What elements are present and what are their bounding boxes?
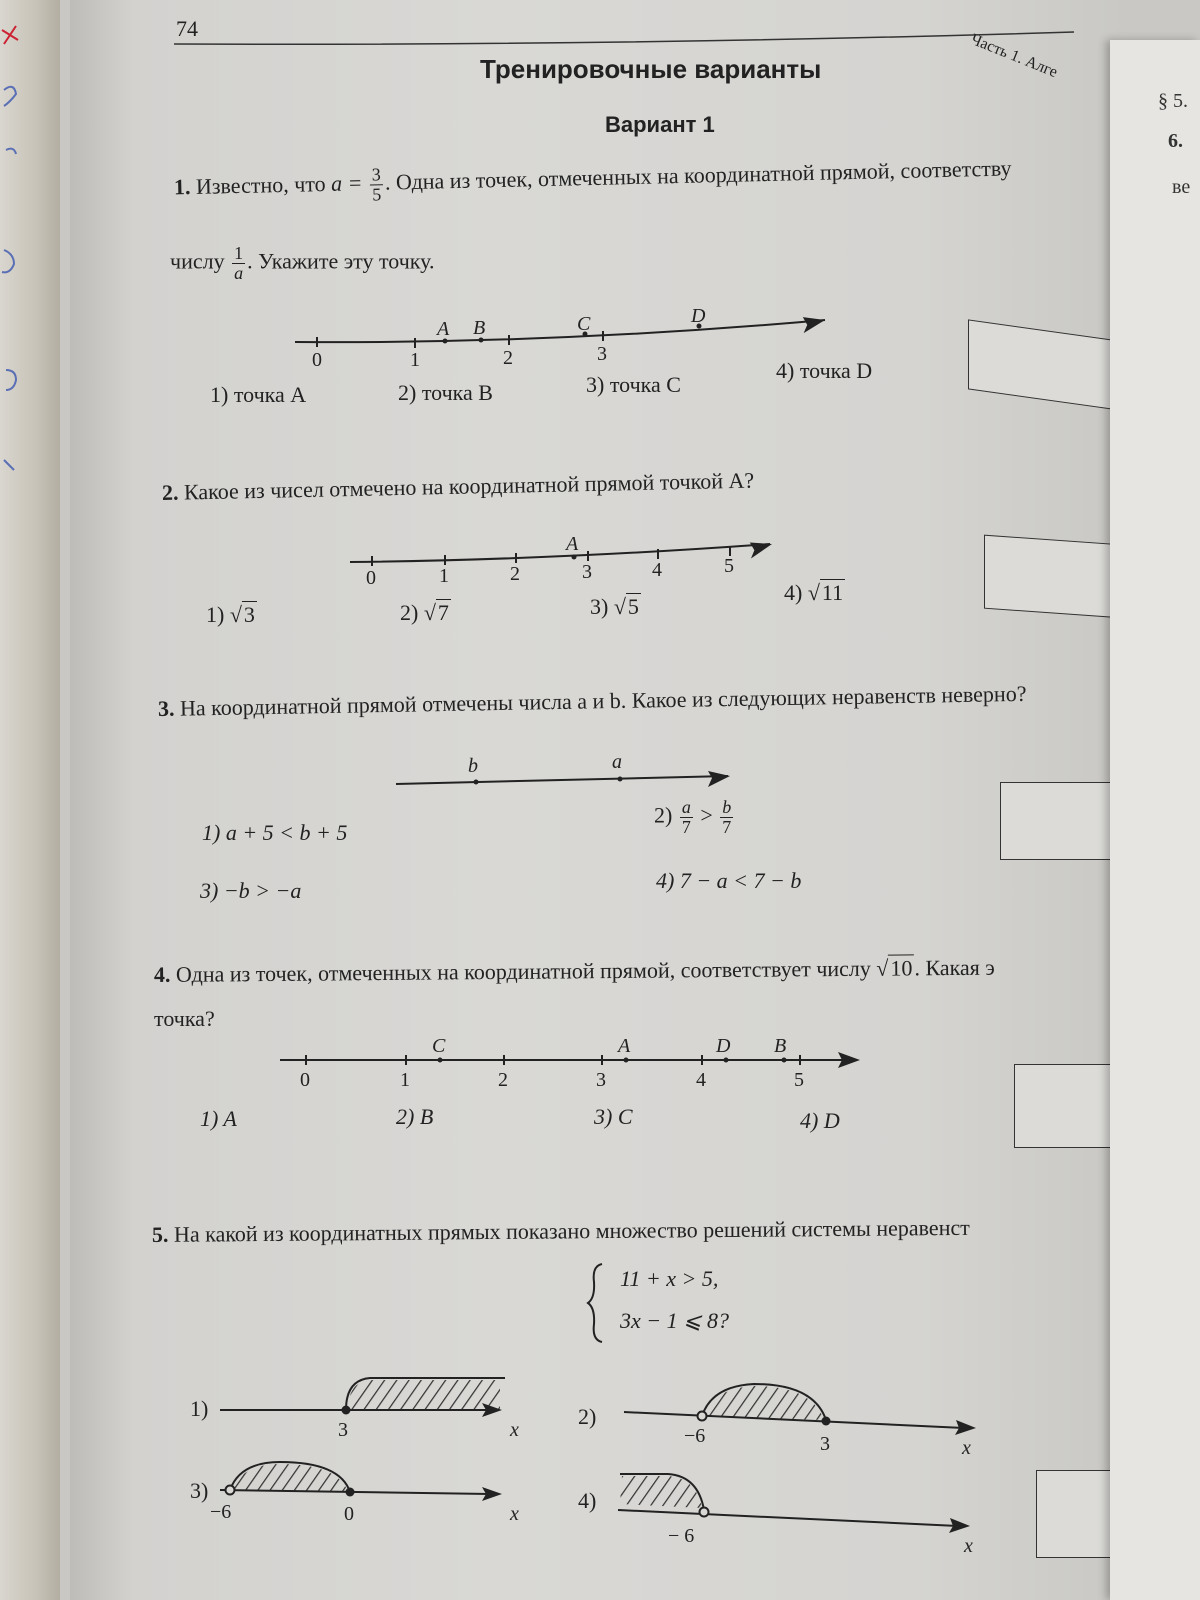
task2-tick-3: 3: [582, 561, 592, 583]
task3-option-2-label: 2): [654, 802, 673, 828]
task2-tick-2: 2: [510, 563, 520, 585]
task3-number: 3.: [157, 695, 175, 721]
task5-o3-axis-var: x: [510, 1503, 519, 1525]
sqrt-symbol: √10: [876, 955, 913, 981]
variant-title: Вариант 1: [605, 112, 715, 137]
task1-frac2-num: 1: [234, 243, 244, 263]
task5-o3-value-neg6: −6: [210, 1501, 232, 1523]
task4-tick-5: 5: [794, 1069, 804, 1091]
task5-o1-axis-var: x: [510, 1419, 519, 1441]
task1-frac-den: 5: [372, 184, 382, 205]
task5-text: На какой из координатных прямых показано множество решений системы неравенст: [173, 1214, 970, 1247]
system-brace: [586, 1262, 606, 1344]
task4-point-a: A: [618, 1035, 631, 1057]
task4-text-b: . Какая э: [914, 954, 995, 981]
task5-option-1-label[interactable]: 1): [190, 1396, 209, 1421]
task1-text-a: Известно, что: [195, 170, 326, 199]
task5-option-4-line[interactable]: [618, 1464, 998, 1557]
task3-point-b: b: [468, 755, 478, 777]
task1-tick-1: 1: [410, 349, 420, 371]
task4-text-a: Одна из точек, отмеченных на координатной прямой, соответствует числу: [175, 955, 871, 987]
task2-option-4-rad: 11: [821, 580, 844, 605]
task1-option-3[interactable]: 3) точка C: [586, 372, 681, 397]
task1-tick-3: 3: [597, 343, 607, 365]
task1-answer-box[interactable]: [968, 319, 1120, 410]
task1-fraction: [370, 165, 384, 204]
task5-option-3-line[interactable]: [210, 1456, 540, 1526]
task3-frac-b-den: 7: [722, 816, 732, 837]
task4-statement-2: точка?: [154, 1006, 215, 1031]
task1-option-4[interactable]: 4) точка D: [776, 358, 873, 383]
task5-o4-value-neg6: − 6: [668, 1525, 695, 1547]
next-page-text: ве: [1172, 176, 1191, 198]
task2-option-4[interactable]: [784, 580, 845, 606]
task2-option-2-rad: 7: [437, 600, 449, 625]
task5-statement: [152, 1215, 970, 1249]
task2-option-1[interactable]: [206, 602, 257, 628]
task2-tick-0: 0: [366, 567, 376, 589]
task1-point-b: B: [473, 317, 486, 339]
task4-number: 4.: [153, 961, 171, 987]
header-rule: [174, 30, 1074, 50]
sqrt-symbol: √11: [807, 580, 844, 605]
task1-frac-num: 3: [370, 165, 383, 185]
task5-option-2-label[interactable]: 2): [578, 1404, 597, 1429]
task5-inequality-2: 3x − 1 ⩽ 8?: [620, 1308, 730, 1333]
task1-number: 1.: [173, 174, 191, 200]
task4-tick-4: 4: [696, 1069, 706, 1091]
task5-option-2-line[interactable]: [624, 1380, 994, 1460]
task4-number-line: [280, 1030, 870, 1090]
task2-text: Какое из чисел отмечено на координатной прямой точкой A?: [183, 467, 755, 505]
task2-option-3[interactable]: [590, 594, 641, 620]
task4-option-3[interactable]: 3) C: [594, 1104, 633, 1129]
next-page-edge: [1110, 40, 1200, 1600]
task5-o2-value-neg6: −6: [684, 1425, 706, 1447]
task3-option-1[interactable]: 1) a + 5 < b + 5: [202, 820, 348, 845]
task1-tick-2: 2: [503, 347, 513, 369]
margin-notes: [0, 0, 30, 1600]
task4-statement: [154, 955, 995, 989]
task2-option-3-label: 3): [590, 594, 609, 619]
task1-point-c: C: [577, 313, 591, 335]
task5-o3-value-0: 0: [344, 1503, 354, 1525]
running-title: Часть 1. Алге: [968, 30, 1060, 82]
task2-statement: [162, 468, 755, 507]
task1-statement-2: [170, 244, 434, 283]
task1-var: a =: [330, 170, 363, 196]
task2-option-2[interactable]: [400, 600, 451, 626]
task4-rad: 10: [888, 954, 914, 980]
task1-number-line: [295, 300, 835, 370]
task5-o2-value-3: 3: [820, 1433, 830, 1455]
task1-text-b: . Одна из точек, отмеченных на координатной прямой, соответству: [384, 155, 1012, 195]
task1-point-a: A: [437, 318, 450, 340]
task3-frac-a-den: 7: [681, 816, 691, 837]
task1-option-1[interactable]: 1) точка A: [210, 382, 307, 407]
next-page-item: 6.: [1168, 130, 1183, 152]
task4-point-d: D: [716, 1035, 731, 1057]
task4-point-b: B: [774, 1035, 787, 1057]
task3-frac-b: [720, 798, 733, 837]
task4-point-c: C: [432, 1035, 446, 1057]
task1-fraction-2: [232, 244, 245, 283]
task3-option-4[interactable]: 4) 7 − a < 7 − b: [656, 868, 802, 893]
task3-option-2-sign: >: [700, 802, 713, 828]
sqrt-symbol: √5: [613, 594, 639, 619]
task3-text: На координатной прямой отмечены числа a и b. Какое из следующих неравенств неверно?: [179, 680, 1027, 721]
task1-point-d: D: [691, 305, 706, 327]
task2-option-2-label: 2): [400, 600, 419, 625]
task3-frac-a-num: a: [681, 797, 691, 817]
task4-option-2[interactable]: 2) B: [396, 1104, 434, 1129]
task2-option-4-label: 4): [784, 580, 803, 605]
task3-number-line: [396, 752, 746, 792]
task2-point-a: A: [566, 533, 579, 555]
task5-inequality-1: 11 + x > 5,: [620, 1266, 719, 1291]
task2-option-1-label: 1): [206, 602, 225, 627]
task2-tick-1: 1: [439, 565, 449, 587]
task1-option-2[interactable]: 2) точка B: [398, 380, 493, 405]
task2-tick-5: 5: [724, 555, 734, 577]
task4-tick-0: 0: [300, 1069, 310, 1091]
task5-option-4-label[interactable]: 4): [578, 1488, 597, 1513]
task5-option-1-line[interactable]: [220, 1370, 540, 1440]
task4-tick-2: 2: [498, 1069, 508, 1091]
task1-statement: [174, 151, 1012, 209]
task5-option-3-label[interactable]: 3): [190, 1478, 209, 1503]
task2-option-3-rad: 5: [627, 594, 639, 619]
textbook-page: [70, 0, 1130, 1600]
task5-o1-value-3: 3: [338, 1419, 348, 1441]
task4-tick-1: 1: [400, 1069, 410, 1091]
task4-tick-3: 3: [596, 1069, 606, 1091]
task4-option-4[interactable]: 4) D: [800, 1108, 840, 1133]
task3-frac-a: [680, 798, 693, 837]
sqrt-symbol: √3: [229, 602, 255, 627]
page-number: 74: [176, 16, 198, 41]
task3-statement: [158, 681, 1027, 723]
task2-tick-4: 4: [652, 559, 662, 581]
task4-option-1[interactable]: 1) A: [200, 1106, 237, 1131]
section-title: Тренировочные варианты: [480, 54, 822, 84]
task2-number: 2.: [161, 479, 179, 505]
task3-frac-b-num: b: [722, 797, 732, 817]
sqrt-symbol: √7: [423, 600, 449, 625]
task2-number-line: [350, 530, 780, 590]
task3-option-2[interactable]: [654, 798, 735, 837]
task3-point-a: a: [612, 751, 622, 773]
task5-o4-axis-var: x: [964, 1535, 973, 1557]
task1-text-d: . Укажите эту точку.: [247, 248, 435, 274]
task5-number: 5.: [151, 1221, 169, 1247]
task1-tick-0: 0: [312, 349, 322, 371]
task1-frac2-den: a: [234, 262, 244, 283]
task2-option-1-rad: 3: [243, 602, 255, 627]
task5-o2-axis-var: x: [962, 1437, 971, 1459]
next-page-section: § 5.: [1158, 90, 1188, 112]
task3-option-3[interactable]: 3) −b > −a: [200, 878, 302, 903]
task1-text-c: числу: [170, 248, 225, 274]
